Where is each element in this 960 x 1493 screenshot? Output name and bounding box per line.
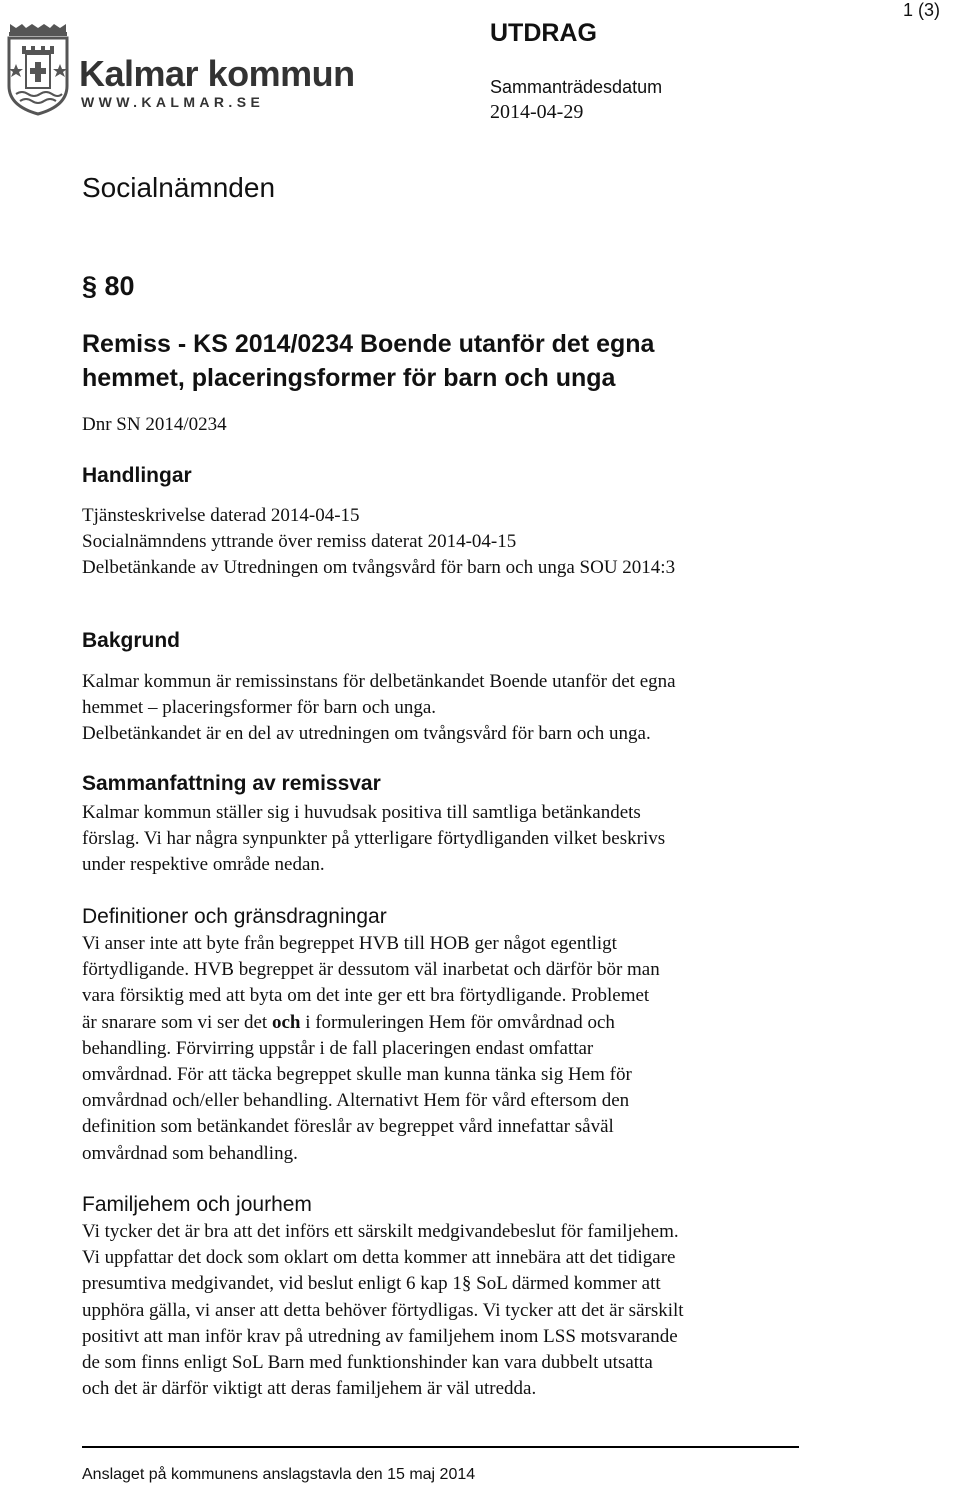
section-body-definitioner bbox=[82, 931, 660, 1167]
section-heading-familjehem: Familjehem och jourhem bbox=[82, 1193, 312, 1216]
section-heading-bakgrund: Bakgrund bbox=[82, 629, 181, 652]
document-type: UTDRAG bbox=[490, 19, 597, 47]
text-line: omvårdnad som behandling. bbox=[82, 1142, 298, 1164]
committee-name: Socialnämnden bbox=[82, 172, 276, 203]
section-heading-sammanfattning: Sammanfattning av remissvar bbox=[82, 772, 381, 795]
logo-url: WWW.KALMAR.SE bbox=[81, 94, 265, 110]
meeting-date: 2014-04-29 bbox=[490, 101, 584, 123]
text-line: upphöra gälla, vi anser att detta behöver förtydligas. Vi tycker att det är särskilt bbox=[82, 1299, 684, 1321]
text-line: Vi tycker det är bra att det införs ett särskilt medgivandebeslut för familjehem. bbox=[82, 1221, 679, 1242]
text-line: förtydligande. HVB begreppet är dessutom väl inarbetat och därför bör man bbox=[82, 959, 660, 981]
text-line: hemmet – placeringsformer för barn och unga. bbox=[82, 697, 437, 719]
page-number: 1 (3) bbox=[902, 0, 940, 20]
section-body-handlingar bbox=[82, 503, 675, 582]
coat-of-arms-icon bbox=[4, 24, 72, 116]
paragraph-number: § 80 bbox=[82, 271, 135, 301]
text-line: presumtiva medgivandet, vid beslut enligt 6 kap 1§ SoL därmed kommer att bbox=[82, 1273, 661, 1295]
text-line: positivt att man inför krav på utredning av familjehem inom LSS motsvarande bbox=[82, 1325, 678, 1347]
meeting-date-label: Sammanträdesdatum bbox=[490, 77, 663, 97]
text-fragment: i formuleringen Hem för omvårdnad och bbox=[300, 1011, 615, 1033]
text-line: Vi anser inte att byte från begreppet HVB till HOB ger något egentligt bbox=[82, 933, 617, 954]
text-line: Delbetänkandet är en del av utredningen om tvångsvård för barn och unga. bbox=[82, 723, 651, 745]
text-line: Socialnämndens yttrande över remiss daterat 2014-04-15 bbox=[82, 531, 517, 553]
text-line: under respektive område nedan. bbox=[82, 854, 325, 876]
section-heading-definitioner: Definitioner och gränsdragningar bbox=[82, 905, 387, 928]
diary-number: Dnr SN 2014/0234 bbox=[82, 414, 227, 435]
section-body-sammanfattning bbox=[82, 800, 665, 879]
section-heading-handlingar: Handlingar bbox=[82, 464, 192, 487]
text-line: de som finns enligt SoL Barn med funktionshinder kan vara dubbelt utsatta bbox=[82, 1352, 653, 1374]
text-line: omvårdnad och/eller behandling. Alternativt Hem för vård eftersom den bbox=[82, 1090, 630, 1112]
emphasis-och: och bbox=[271, 1011, 301, 1033]
footer-note: Anslaget på kommunens anslagstavla den 15 maj 2014 bbox=[82, 1466, 476, 1483]
text-line bbox=[82, 1010, 660, 1036]
footer-divider bbox=[82, 1446, 799, 1448]
text-line: Tjänsteskrivelse daterad 2014-04-15 bbox=[82, 505, 360, 526]
text-line: Kalmar kommun ställer sig i huvudsak positiva till samtliga betänkandets bbox=[82, 802, 641, 823]
title-line: Remiss - KS 2014/0234 Boende utanför det egna bbox=[82, 330, 655, 358]
text-line: Vi uppfattar det dock som oklart om detta kommer att innebära att det tidigare bbox=[82, 1247, 676, 1269]
title-line: hemmet, placeringsformer för barn och unga bbox=[82, 364, 616, 392]
text-line: och det är därför viktigt att deras familjehem är väl utredda. bbox=[82, 1378, 537, 1400]
logo-wordmark: Kalmar kommun bbox=[79, 53, 355, 94]
text-line: vara försiktig med att byta om det inte ger ett bra förtydligande. Problemet bbox=[82, 985, 650, 1007]
text-line: förslag. Vi har några synpunkter på ytterligare förtydliganden vilket beskrivs bbox=[82, 828, 666, 850]
text-line: omvårdnad. För att täcka begreppet skulle man kunna tänka sig Hem för bbox=[82, 1064, 632, 1086]
page-title bbox=[82, 327, 842, 395]
text-line: behandling. Förvirring uppstår i de fall placeringen endast omfattar bbox=[82, 1037, 594, 1059]
text-line: Kalmar kommun är remissinstans för delbetänkandet Boende utanför det egna bbox=[82, 671, 676, 692]
text-line: definition som betänkandet föreslår av begreppet vård innefattar såväl bbox=[82, 1116, 614, 1138]
section-body-familjehem bbox=[82, 1219, 684, 1402]
section-body-bakgrund bbox=[82, 669, 676, 748]
text-fragment: är snarare som vi ser det bbox=[82, 1011, 272, 1033]
text-line: Delbetänkande av Utredningen om tvångsvård för barn och unga SOU 2014:3 bbox=[82, 557, 676, 579]
